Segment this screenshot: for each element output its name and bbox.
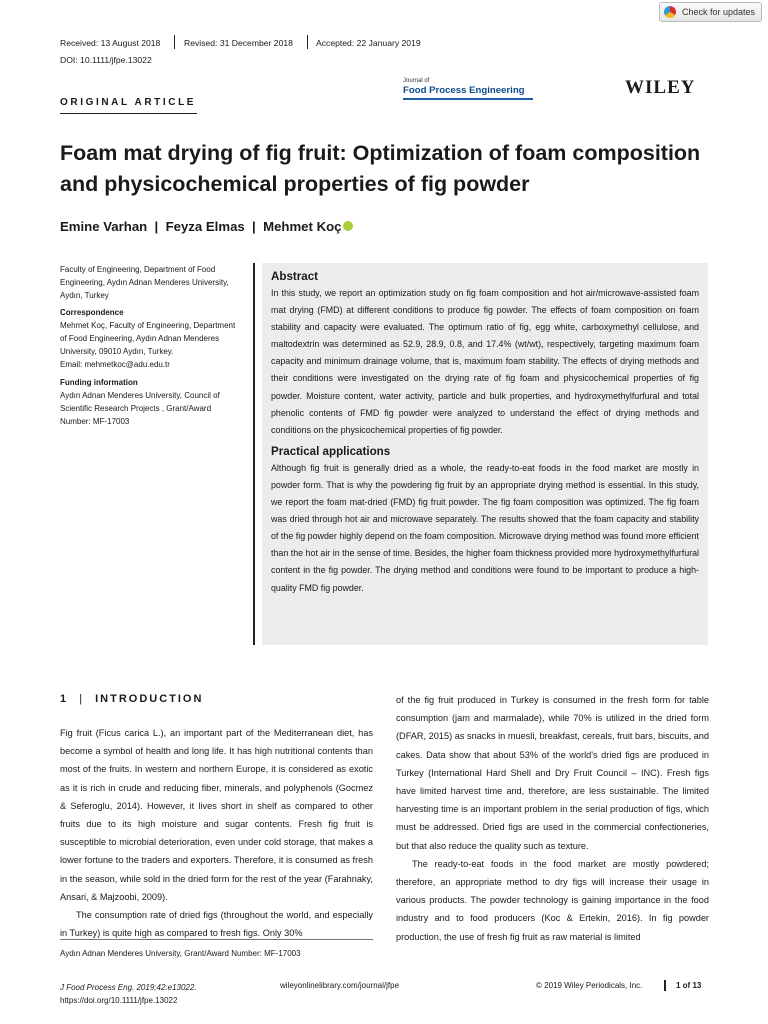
- author-list: Emine Varhan | Feyza Elmas | Mehmet Koç: [60, 219, 342, 234]
- header-divider: [307, 35, 308, 49]
- footnote: Aydın Adnan Menderes University, Grant/Award Number: MF-17003: [60, 949, 301, 958]
- journal-name: Food Process Engineering: [403, 85, 525, 96]
- crossmark-icon: [664, 6, 676, 18]
- paragraph: Fig fruit (Ficus carica L.), an important part of the Mediterranean diet, has become a symbol of health and long life. It has high nutritional contents than most of the fruits. In western and northern Europe, it is considered as exotic as it is rich in crude and reducing fiber, minerals, and polyphenols (Gocmez & Seferoglu, 2014). However, it lives short in shelf as compared to other fruits due to its high moisture and sugar contents. Fresh fig fruit is susceptible to microbial deterioration, even under cold storage, that makes a lower fortune to the traders and exporters. Therefore, it is consumed as fresh in the season, while sold in the dried form for the rest of the year (Farahnaky, Ansari, & Majzoobi, 2009).: [60, 728, 373, 902]
- copyright: © 2019 Wiley Periodicals, Inc.: [536, 981, 643, 990]
- affiliation: Faculty of Engineering, Department of Food Engineering, Aydın Adnan Menderes University, Aydın, Turkey: [60, 265, 229, 300]
- funding-label: Funding information: [60, 378, 138, 387]
- doi-link[interactable]: https://doi.org/10.1111/jfpe.13022: [60, 996, 178, 1005]
- header-divider: [174, 35, 175, 49]
- article-type-rule: [60, 113, 197, 114]
- journal-reference: J Food Process Eng. 2019;42:e13022.: [60, 983, 197, 992]
- footnote-rule: [60, 939, 373, 940]
- check-for-updates-label: Check for updates: [681, 7, 755, 17]
- abstract-divider: [253, 263, 255, 645]
- doi: DOI: 10.1111/jfpe.13022: [60, 55, 152, 65]
- authors: [60, 219, 353, 234]
- correspondence-label: Correspondence: [60, 308, 124, 317]
- abstract-box: [262, 263, 708, 645]
- abstract-text: In this study, we report an optimization study on fig foam composition and hot air/microwave-assisted foam mat drying (FMD) at different conditions to produce fig powder. The effects of foam composition on foam stability and capacity were evaluated. The optimum ratio of fig, egg white, carboxymethyl cellulose, and maltodextrin was determined as 52.9, 28.9, 0.8, and 17.4% (wt/wt), respectively, targeting maximum foam capacity and minimum drainage volume, that is, maximum foam stability. The effects of drying methods and their conditions were investigated on the drying rate of fig foam and physicochemical properties of fig powder. Moisture content, water activity, particle and bulk properties, and hydroxymethylfurfural and total phenolic contents of FMD fig powder were analyzed to understand the effect of drying methods and conditions on the physicochemical properties of fig powder.: [271, 288, 699, 435]
- section-title: INTRODUCTION: [95, 693, 204, 705]
- received-date: Received: 13 August 2018: [60, 38, 161, 48]
- paragraph: of the fig fruit produced in Turkey is consumed in the fresh form for table consumption (jam and marmalade), while 70% is utilized in the dried form (DFAR, 2015) as snacks in muesli, breakfast, cereals, fruit bars, biscuits, and cakes. Data show that about 53% of the world's dried figs are produced in Turkey (International Hard Shell and Dry Fruit Council – INC). Fresh figs have limited harvest time and, therefore, are less sustainable. The limited harvesting time is an important problem in the serial production of figs, which must be addressed. Dried figs are used in the commercial confectioneries, but that also reduce the quality such as texture.: [396, 695, 710, 851]
- section-number: 1: [60, 693, 69, 705]
- accepted-date: Accepted: 22 January 2019: [316, 38, 421, 48]
- page-number: 1 of 13: [676, 981, 702, 990]
- correspondence-text: Mehmet Koç, Faculty of Engineering, Department of Food Engineering, Aydın Adnan Menderes University, 09010 Aydın, Turkey.: [60, 321, 236, 356]
- journal-site-link[interactable]: wileyonlinelibrary.com/journal/jfpe: [280, 981, 400, 990]
- title-line: Foam mat drying of fig fruit: Optimization of foam composition: [60, 141, 701, 165]
- footer-divider: [664, 980, 666, 991]
- paragraph: The consumption rate of dried figs (throughout the world, and especially in Turkey) is quite high as compared to fresh figs. Only 30%: [60, 910, 373, 939]
- journal-logo-bar: [403, 98, 533, 100]
- abstract-heading: Abstract: [271, 270, 319, 283]
- section-heading: 1 | INTRODUCTION: [60, 693, 204, 705]
- orcid-icon[interactable]: [343, 221, 353, 231]
- author-info: [60, 263, 240, 428]
- body-column-right: [396, 691, 709, 946]
- title-line: and physicochemical properties of fig powder: [60, 172, 530, 196]
- article-title: [60, 138, 720, 200]
- journal-prefix: Journal of: [403, 78, 430, 84]
- correspondence-email[interactable]: Email: mehmetkoc@adu.edu.tr: [60, 360, 170, 369]
- body-column-left: [60, 724, 373, 942]
- revised-date: Revised: 31 December 2018: [184, 38, 293, 48]
- paragraph: The ready-to-eat foods in the food market are mostly powdered; therefore, an appropriate method to dry figs will increase their usage in various products. The powder technology is gaining importance in the food industry and to food producers (Koc & Ertekin, 2016). In fig powder production, the use of fresh fig fruit as raw material is limited: [396, 858, 709, 942]
- practical-text: Although fig fruit is generally dried as a whole, the ready-to-eat foods in the food market are mostly in powder form. That is why the powdering fig fruit by an appropriate drying method is essential. In this study, we report the foam mat-dried (FMD) fig fruit powder. The fig foam composition was optimized. The fig foam was dried through hot air and microwave separately. The results showed that the foam capacity and stability of the fig powder highly depend on the foam composition. Microwave drying method was found more efficient than the hot air in the sense of time. Besides, the higher foam thickness provided more hydroxymethylfurfural content in the fig powder. The drying method and conditions were found to be important to produce a high-quality FMD fig powder.: [271, 462, 699, 593]
- practical-heading: Practical applications: [271, 444, 391, 458]
- publisher-logo: WILEY: [625, 77, 696, 98]
- funding-text: Aydın Adnan Menderes University, Council of Scientific Research Projects , Grant/Award Number: MF-17003: [60, 391, 220, 426]
- journal-logo: [403, 78, 534, 98]
- check-for-updates-button[interactable]: [659, 2, 762, 22]
- footer-citation: [60, 981, 197, 1007]
- article-type: ORIGINAL ARTICLE: [60, 97, 197, 108]
